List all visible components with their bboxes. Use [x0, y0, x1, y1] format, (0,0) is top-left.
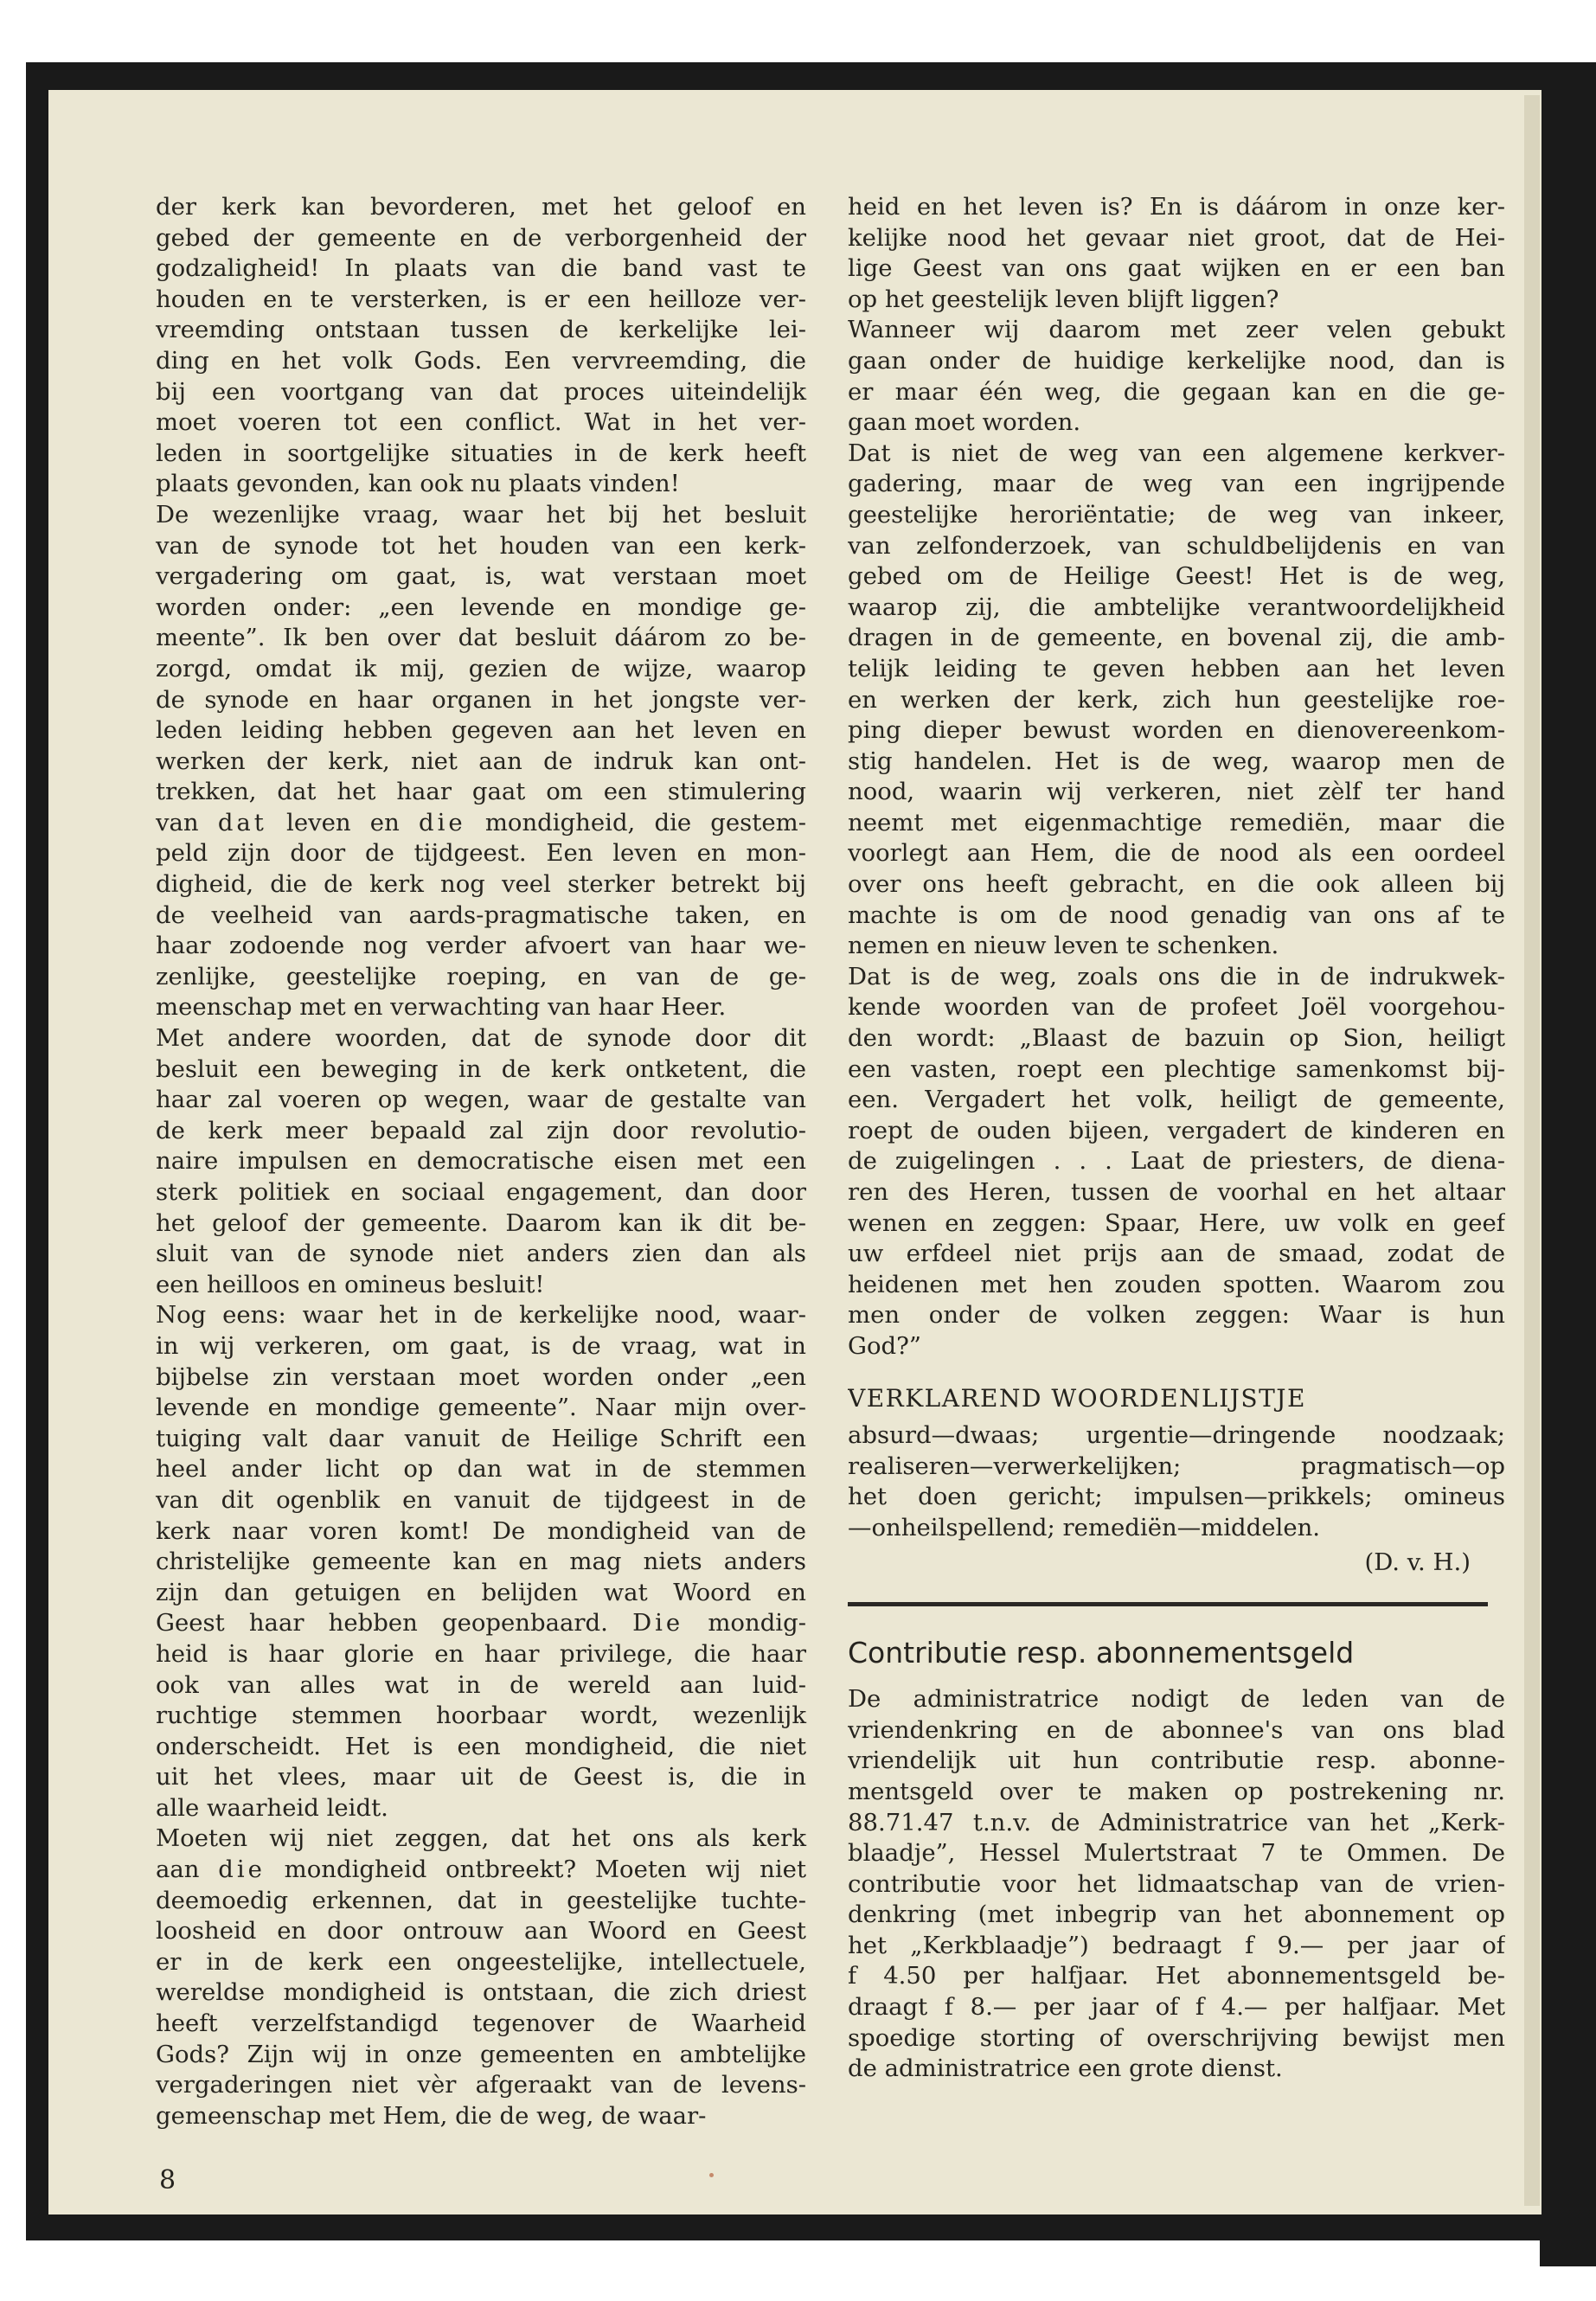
glossary-line: absurd—dwaas; urgentie—dringende noodzaak; — [848, 1421, 1505, 1450]
text-line: de zuigelingen . . . Laat de priesters, de diena- — [848, 1147, 1505, 1176]
text-line: van zelfonderzoek, van schuldbelijdenis en van — [848, 531, 1505, 560]
text-line: roept de ouden bijeen, vergadert de kinderen en — [848, 1116, 1505, 1144]
text-line: kelijke nood het gevaar niet groot, dat de Hei- — [848, 223, 1505, 252]
text-line: de veelheid van aards-pragmatische taken, en — [156, 901, 806, 929]
text-line: leden leiding hebben gegeven aan het leven en — [156, 716, 806, 745]
text-line: loosheid en door ontrouw aan Woord en Geest — [156, 1917, 806, 1945]
text-line: nood, waarin wij verkeren, niet zèlf ter hand — [848, 778, 1505, 806]
text-line: een. Vergadert het volk, heiligt de gemeente, — [848, 1086, 1505, 1114]
notice-line: de administratrice een grote dienst. — [848, 2054, 1283, 2083]
text-line: men onder de volken zeggen: Waar is hun — [848, 1301, 1505, 1330]
text-line: van dit ogenblik en vanuit de tijdgeest in de — [156, 1485, 806, 1514]
text-line: de synode en haar organen in het jongste ver- — [156, 685, 806, 714]
paragraph — [156, 1823, 806, 2131]
text-line: voorlegt aan Hem, die de nood als een oordeel — [848, 839, 1505, 868]
text-line: Dat is niet de weg van een algemene kerkver- — [848, 439, 1505, 467]
text-line: sterk politiek en sociaal engagement, dan door — [156, 1178, 806, 1206]
right-text-column — [848, 192, 1505, 2085]
paragraph — [156, 500, 806, 1023]
paragraph — [848, 315, 1505, 438]
text-line: gebed der gemeente en de verborgenheid der — [156, 223, 806, 252]
text-line: het geloof der gemeente. Daarom kan ik dit be- — [156, 1208, 806, 1237]
text-line: God?” — [848, 1331, 921, 1360]
text-line: een vasten, roept een plechtige samenkomst bij- — [848, 1054, 1505, 1083]
text-line: Wanneer wij daarom met zeer velen gebukt — [848, 316, 1505, 344]
text-line: Geest haar hebben geopenbaard. Die mondig- — [156, 1609, 806, 1638]
text-line: een heilloos en omineus besluit! — [156, 1270, 545, 1298]
notice-line: spoedige storting of overschrijving bewijst men — [848, 2023, 1505, 2052]
right-body-text — [848, 192, 1505, 1362]
paragraph — [848, 192, 1505, 315]
text-line: Gods? Zijn wij in onze gemeenten en ambtelijke — [156, 2040, 806, 2068]
text-line: Moeten wij niet zeggen, dat het ons als kerk — [156, 1824, 806, 1853]
text-line: over ons heeft gebracht, en die ook alleen bij — [848, 870, 1505, 899]
scan-border-left — [26, 62, 48, 2225]
notice-line: f 4.50 per halfjaar. Het abonnementsgeld be- — [848, 1962, 1505, 1990]
notice-line: vriendenkring en de abonnee's van ons blad — [848, 1715, 1505, 1744]
text-line: kende woorden van de profeet Joël voorgehou- — [848, 993, 1505, 1022]
text-line: nemen en nieuw leven te schenken. — [848, 932, 1279, 960]
text-line: haar zodoende nog verder afvoert van haar we- — [156, 932, 806, 960]
notice-title: Contributie resp. abonnementsgeld — [848, 1636, 1355, 1670]
text-line: De wezenlijke vraag, waar het bij het besluit — [156, 500, 806, 529]
text-line: vergaderingen niet vèr afgeraakt van de levens- — [156, 2071, 806, 2099]
notice-line: draagt f 8.— per jaar of f 4.— per halfjaar. Met — [848, 1993, 1505, 2022]
text-line: den wordt: „Blaast de bazuin op Sion, heiligt — [848, 1024, 1505, 1053]
text-line: der kerk kan bevorderen, met het geloof en — [156, 193, 806, 221]
text-line: alle waarheid leidt. — [156, 1793, 388, 1822]
text-line: waarop zij, die ambtelijke verantwoordelijkheid — [848, 593, 1505, 621]
scan-border-right — [1540, 87, 1596, 2266]
text-line: de kerk meer bepaald zal zijn door revolutio- — [156, 1116, 806, 1144]
text-line: ook van alles wat in de wereld aan luid- — [156, 1670, 806, 1699]
text-line: neemt met eigenmachtige remediën, maar die — [848, 808, 1505, 836]
text-line: peld zijn door de tijdgeest. Een leven en mon- — [156, 839, 806, 868]
text-line: uit het vlees, maar uit de Geest is, die in — [156, 1763, 806, 1791]
section-divider — [848, 1602, 1488, 1606]
paper-speck — [709, 2173, 714, 2177]
text-line: er in de kerk een ongeestelijke, intellectuele, — [156, 1947, 806, 1976]
notice-line: denkring (met inbegrip van het abonnement op — [848, 1900, 1505, 1929]
text-line: naire impulsen en democratische eisen met een — [156, 1147, 806, 1176]
text-line: er maar één weg, die gegaan kan en die ge- — [848, 377, 1505, 406]
text-line: bij een voortgang van dat proces uiteindelijk — [156, 377, 806, 406]
text-line: heidenen met hen zouden spotten. Waarom zou — [848, 1270, 1505, 1298]
text-line: godzaligheid! In plaats van die band vast te — [156, 254, 806, 283]
text-line: uw erfdeel niet prijs aan de smaad, zodat de — [848, 1240, 1505, 1268]
text-line: meenschap met en verwachting van haar Heer. — [156, 993, 727, 1022]
text-line: digheid, die de kerk nog veel sterker betrekt bij — [156, 870, 806, 899]
text-line: ding en het volk Gods. Een vervreemding, die — [156, 346, 806, 375]
text-line: vreemding ontstaan tussen de kerkelijke lei- — [156, 316, 806, 344]
text-line: bijbelse zin verstaan moet worden onder „een — [156, 1362, 806, 1391]
notice-line: mentsgeld over te maken op postrekening nr. — [848, 1777, 1505, 1805]
text-line: heid en het leven is? En is dáárom in onze ker- — [848, 193, 1505, 221]
paragraph — [156, 192, 806, 500]
text-line: Nog eens: waar het in de kerkelijke nood, waar- — [156, 1301, 806, 1330]
text-line: sluit van de synode niet anders zien dan als — [156, 1240, 806, 1268]
text-line: gebed om de Heilige Geest! Het is de weg, — [848, 562, 1505, 591]
text-line: zijn dan getuigen en belijden wat Woord en — [156, 1578, 806, 1606]
notice-body — [848, 1684, 1505, 2085]
text-line: meente”. Ik ben over dat besluit dáárom zo be- — [156, 624, 806, 652]
glossary-line: het doen gericht; impulsen—prikkels; omineus — [848, 1483, 1505, 1511]
glossary-signature: (D. v. H.) — [1364, 1548, 1471, 1576]
text-line: van de synode tot het houden van een kerk- — [156, 531, 806, 560]
text-line: heeft verzelfstandigd tegenover de Waarheid — [156, 2009, 806, 2038]
text-line: geestelijke heroriëntatie; de weg van inkeer, — [848, 500, 1505, 529]
text-line: Met andere woorden, dat de synode door dit — [156, 1024, 806, 1053]
paragraph — [156, 1023, 806, 1300]
text-line: heid is haar glorie en haar privilege, die haar — [156, 1639, 806, 1668]
text-line: werken der kerk, niet aan de indruk kan ont- — [156, 747, 806, 775]
text-line: onderscheidt. Het is een mondigheid, die niet — [156, 1732, 806, 1760]
text-line: zenlijke, geestelijke roeping, en van de ge- — [156, 962, 806, 990]
text-line: op het geestelijk leven blijft liggen? — [848, 285, 1279, 313]
glossary-line: realiseren—verwerkelijken; pragmatisch—op — [848, 1452, 1505, 1480]
text-line: gemeenschap met Hem, die de weg, de waar- — [156, 2101, 707, 2130]
text-line: plaats gevonden, kan ook nu plaats vinden! — [156, 470, 680, 498]
left-text-column — [156, 192, 806, 2131]
text-line: lige Geest van ons gaat wijken en er een ban — [848, 254, 1505, 283]
scan-border-bottom — [26, 2214, 1596, 2240]
paragraph — [156, 1300, 806, 1823]
text-line: besluit een beweging in de kerk ontketent, die — [156, 1054, 806, 1083]
text-line: levende en mondige gemeente”. Naar mijn over- — [156, 1394, 806, 1422]
text-line: wereldse mondigheid is ontstaan, die zich driest — [156, 1978, 806, 2007]
text-line: houden en te versterken, is er een heilloze ver- — [156, 285, 806, 313]
text-line: Dat is de weg, zoals ons die in de indrukwek- — [848, 962, 1505, 990]
text-line: dragen in de gemeente, en bovenal zij, die amb- — [848, 624, 1505, 652]
page-edge-shadow — [1524, 95, 1540, 2206]
glossary-heading: VERKLAREND WOORDENLIJSTJE — [848, 1383, 1306, 1413]
text-line: deemoedig erkennen, dat in geestelijke tuchte- — [156, 1886, 806, 1914]
text-line: gaan moet worden. — [848, 408, 1081, 437]
text-line: telijk leiding te geven hebben aan het leven — [848, 654, 1505, 683]
text-line: christelijke gemeente kan en mag niets anders — [156, 1548, 806, 1576]
text-line: wenen en zeggen: Spaar, Here, uw volk en geef — [848, 1208, 1505, 1237]
text-line: ping dieper bewust worden en dienovereenkom- — [848, 716, 1505, 745]
scan-border-top — [26, 62, 1596, 92]
text-line: aan die mondigheid ontbreekt? Moeten wij niet — [156, 1856, 806, 1884]
notice-line: het „Kerkblaadje”) bedraagt f 9.— per jaar of — [848, 1931, 1505, 1959]
notice-line: vriendelijk uit hun contributie resp. abonne- — [848, 1747, 1505, 1775]
notice-line: blaadje”, Hessel Mulertstraat 7 te Ommen. De — [848, 1839, 1505, 1868]
text-line: leden in soortgelijke situaties in de kerk heeft — [156, 439, 806, 467]
text-line: gadering, maar de weg van een ingrijpende — [848, 470, 1505, 498]
text-line: ruchtige stemmen hoorbaar wordt, wezenlijk — [156, 1702, 806, 1730]
text-line: zorgd, omdat ik mij, gezien de wijze, waarop — [156, 654, 806, 683]
text-line: haar zal voeren op wegen, waar de gestalte van — [156, 1086, 806, 1114]
text-line: vergadering om gaat, is, wat verstaan moet — [156, 562, 806, 591]
notice-line: De administratrice nodigt de leden van de — [848, 1685, 1505, 1714]
paragraph — [848, 962, 1505, 1362]
page-number: 8 — [159, 2165, 176, 2195]
glossary-line: —onheilspellend; remediën—middelen. — [848, 1513, 1321, 1541]
text-line: machte is om de nood genadig van ons af te — [848, 901, 1505, 929]
text-line: gaan onder de huidige kerkelijke nood, dan is — [848, 346, 1505, 375]
text-line: ren des Heren, tussen de voorhal en het altaar — [848, 1178, 1505, 1206]
text-line: tuiging valt daar vanuit de Heilige Schrift een — [156, 1424, 806, 1452]
notice-line: contributie voor het lidmaatschap van de vrien- — [848, 1869, 1505, 1898]
text-line: heel ander licht op dan wat in de stemmen — [156, 1455, 806, 1484]
text-line: worden onder: „een levende en mondige ge- — [156, 593, 806, 621]
text-line: stig handelen. Het is de weg, waarop men de — [848, 747, 1505, 775]
text-line: en werken der kerk, zich hun geestelijke roe- — [848, 685, 1505, 714]
text-line: trekken, dat het haar gaat om een stimulering — [156, 778, 806, 806]
glossary-body — [848, 1420, 1505, 1543]
text-line: kerk naar voren komt! De mondigheid van de — [156, 1516, 806, 1545]
text-line: van dat leven en die mondigheid, die gestem- — [156, 808, 806, 836]
notice-line: 88.71.47 t.n.v. de Administratrice van het „Kerk- — [848, 1808, 1505, 1836]
paragraph — [848, 439, 1505, 962]
text-line: moet voeren tot een conflict. Wat in het ver- — [156, 408, 806, 437]
text-line: in wij verkeren, om gaat, is de vraag, wat in — [156, 1331, 806, 1360]
